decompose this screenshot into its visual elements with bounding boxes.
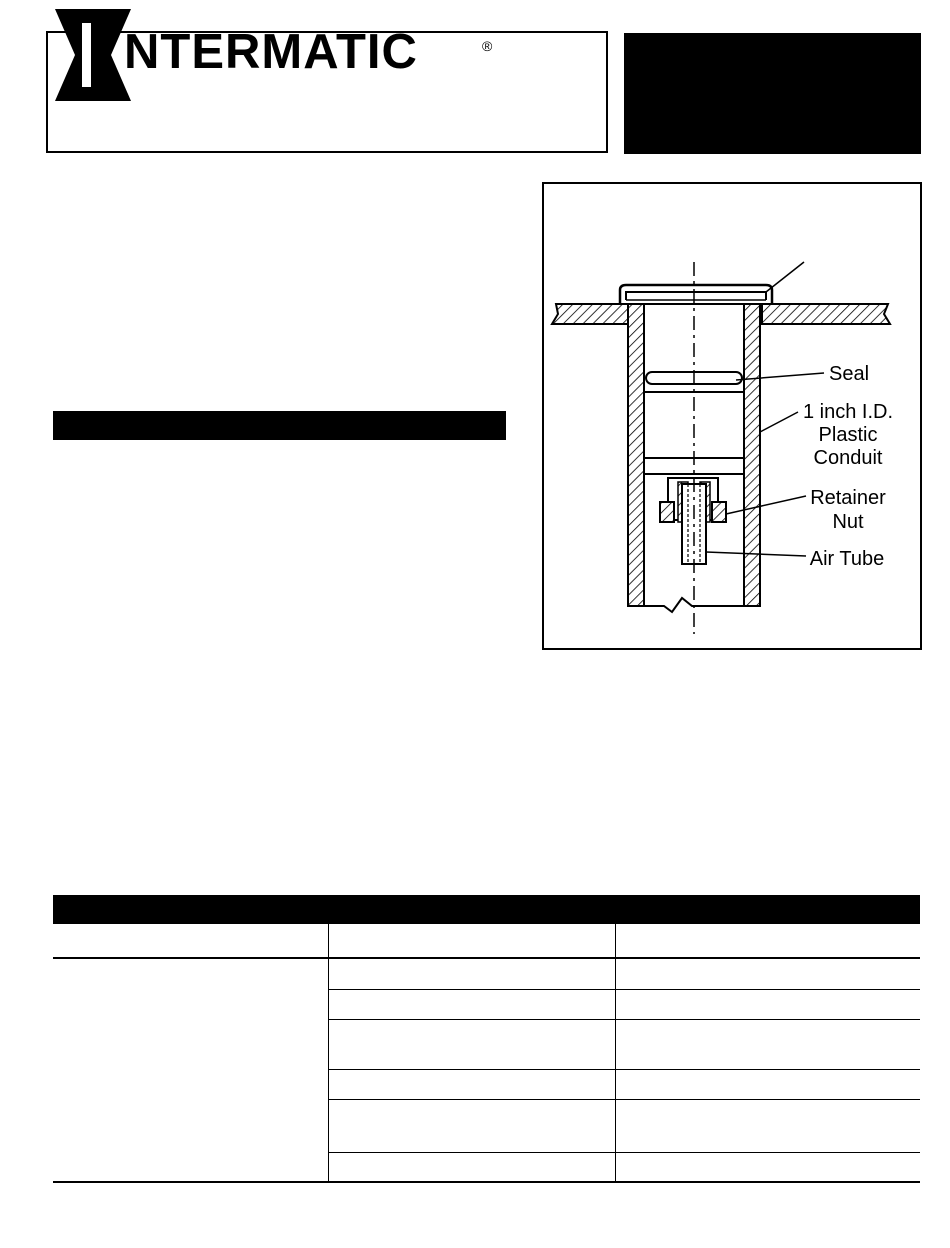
header-black-panel: [624, 33, 921, 154]
table-column-divider-2: [615, 924, 616, 1182]
leader-retainer: [726, 496, 806, 514]
table-row-rule: [328, 1152, 920, 1153]
label-retainer-line1: Retainer: [810, 487, 886, 509]
retainer-nut-right: [712, 502, 726, 522]
label-conduit-line1: 1 inch I.D.: [802, 401, 894, 423]
leader-conduit: [760, 412, 798, 432]
label-conduit-line3: Conduit: [813, 447, 883, 469]
cap-flange: [620, 285, 772, 304]
table-row-rule: [328, 1019, 920, 1020]
registered-mark: ®: [482, 38, 493, 54]
section-heading-bar: [53, 411, 506, 440]
air-switch-cutaway-diagram: [544, 184, 920, 648]
deck-right-section: [762, 304, 890, 324]
retainer-nut-left: [660, 502, 674, 522]
brand-wordmark: NTERMATIC: [124, 25, 418, 79]
table-bottom-rule: [53, 1181, 920, 1183]
table-header-rule: [53, 957, 920, 959]
conduit-wall-right: [744, 304, 760, 606]
label-seal: Seal: [828, 363, 870, 385]
deck-left-section: [552, 304, 628, 324]
table-title-bar: [53, 895, 920, 924]
label-retainer-line2: Nut: [832, 511, 864, 533]
label-conduit-line2: Plastic: [818, 424, 878, 446]
leader-cap: [766, 262, 804, 292]
table-column-divider-1: [328, 924, 329, 1182]
table-row-rule: [328, 1099, 920, 1100]
intermatic-logo-icon: [55, 9, 131, 101]
table-row-rule: [328, 989, 920, 990]
cap-inner-rim: [626, 292, 766, 300]
conduit-wall-left: [628, 304, 644, 606]
label-air-tube: Air Tube: [809, 548, 885, 570]
table-row-rule: [328, 1069, 920, 1070]
